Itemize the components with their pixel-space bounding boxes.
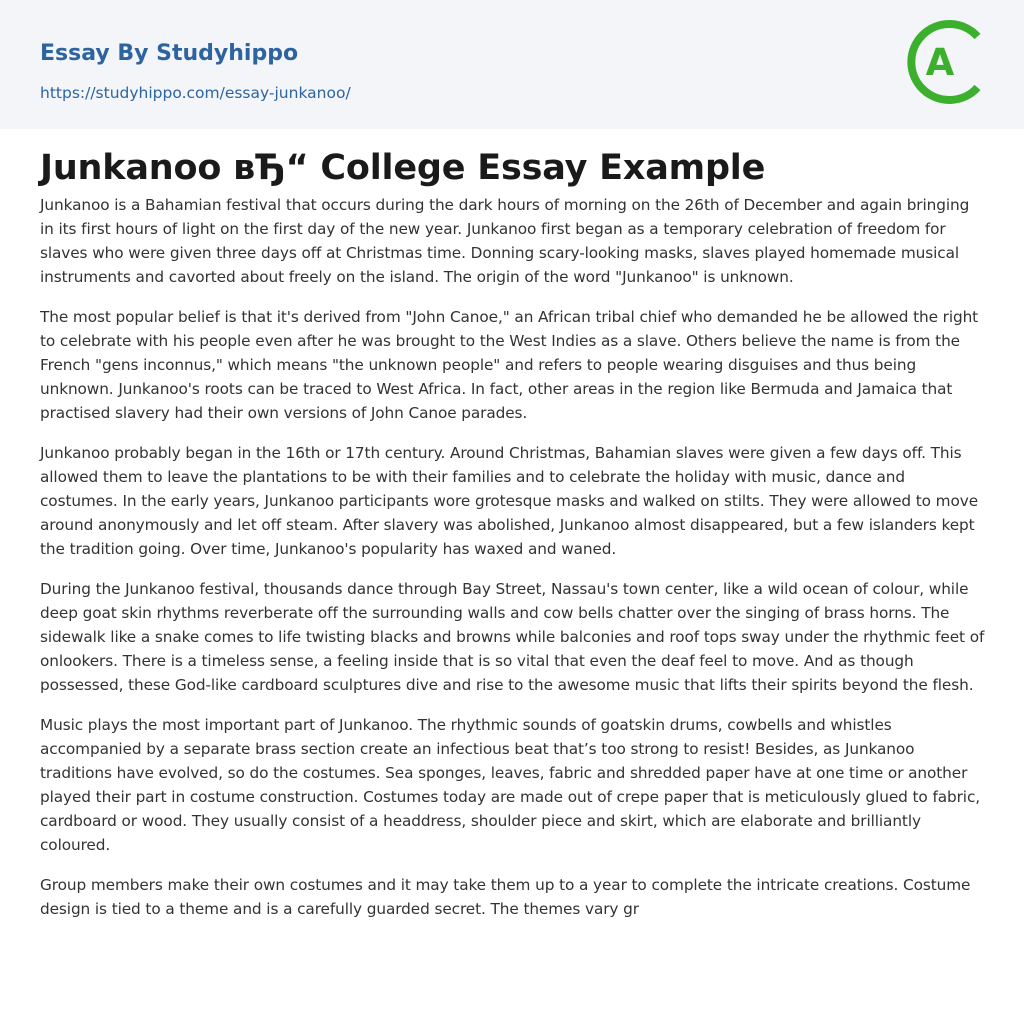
essay-paragraph: Music plays the most important part of Junkanoo. The rhythmic sounds of goatskin drums, cowbells and whistles accompanied by a separate brass section create an infectious beat that’s too strong to resist! Besides, as Junkanoo traditions have evolved, so do the costumes. Sea sponges, leaves, fabric and shredded paper have at one time or another played their part in costume construction. Costumes today are made out of crepe paper that is meticulously glued to fabric, cardboard or wood. They usually consist of a headdress, shoulder piece and skirt, which are elaborate and brilliantly coloured. <box>40 716 981 854</box>
page-url-link[interactable]: https://studyhippo.com/essay-junkanoo/ <box>40 84 351 102</box>
essay-paragraph: The most popular belief is that it's derived from "John Canoe," an African tribal chief who demanded he be allowed the right to celebrate with his people even after he was brought to the West Indies as a slave. Others believe the name is from the French "gens inconnus," which means "the unknown people" and refers to people wearing disguises and thus being unknown. Junkanoo's roots can be traced to West Africa. In fact, other areas in the region like Bermuda and Jamaica that practised slavery had their own versions of John Canoe parades. <box>40 308 979 422</box>
site-title[interactable]: Essay By Studyhippo <box>40 41 299 66</box>
essay-title: Junkanoo вЂ“ College Essay Example <box>40 148 766 188</box>
studyhippo-logo-icon[interactable] <box>904 18 990 106</box>
essay-paragraph: During the Junkanoo festival, thousands dance through Bay Street, Nassau's town center, like a wild ocean of colour, while deep goat skin rhythms reverberate off the surrounding walls and cow bells chatter over the singing of brass horns. The sidewalk like a snake comes to life twisting blacks and browns while balconies and roof tops sway under the rhythmic feet of onlookers. There is a timeless sense, a feeling inside that is so vital that even the deaf feel to move. And as though possessed, these God-like cardboard sculptures dive and rise to the awesome music that lifts their spirits beyond the flesh. <box>40 580 985 694</box>
essay-content <box>40 145 986 937</box>
essay-paragraph: Group members make their own costumes and it may take them up to a year to complete the intricate creations. Costume design is tied to a theme and is a carefully guarded secret. The themes vary gr <box>40 876 971 918</box>
logo-letter: A <box>925 41 955 84</box>
essay-paragraph: Junkanoo is a Bahamian festival that occurs during the dark hours of morning on the 26th of December and again bringing in its first hours of light on the first day of the new year. Junkanoo first began as a temporary celebration of freedom for slaves who were given three days off at Christmas time. Donning scary-looking masks, slaves played homemade musical instruments and cavorted about freely on the island. The origin of the word "Junkanoo" is unknown. <box>40 196 970 286</box>
site-header <box>0 0 1024 129</box>
essay-paragraph: Junkanoo probably began in the 16th or 17th century. Around Christmas, Bahamian slaves were given a few days off. This allowed them to leave the plantations to be with their families and to celebrate the holiday with music, dance and costumes. In the early years, Junkanoo participants wore grotesque masks and walked on stilts. They were allowed to move around anonymously and let off steam. After slavery was abolished, Junkanoo almost disappeared, but a few islanders kept the tradition going. Over time, Junkanoo's popularity has waxed and waned. <box>40 444 979 558</box>
